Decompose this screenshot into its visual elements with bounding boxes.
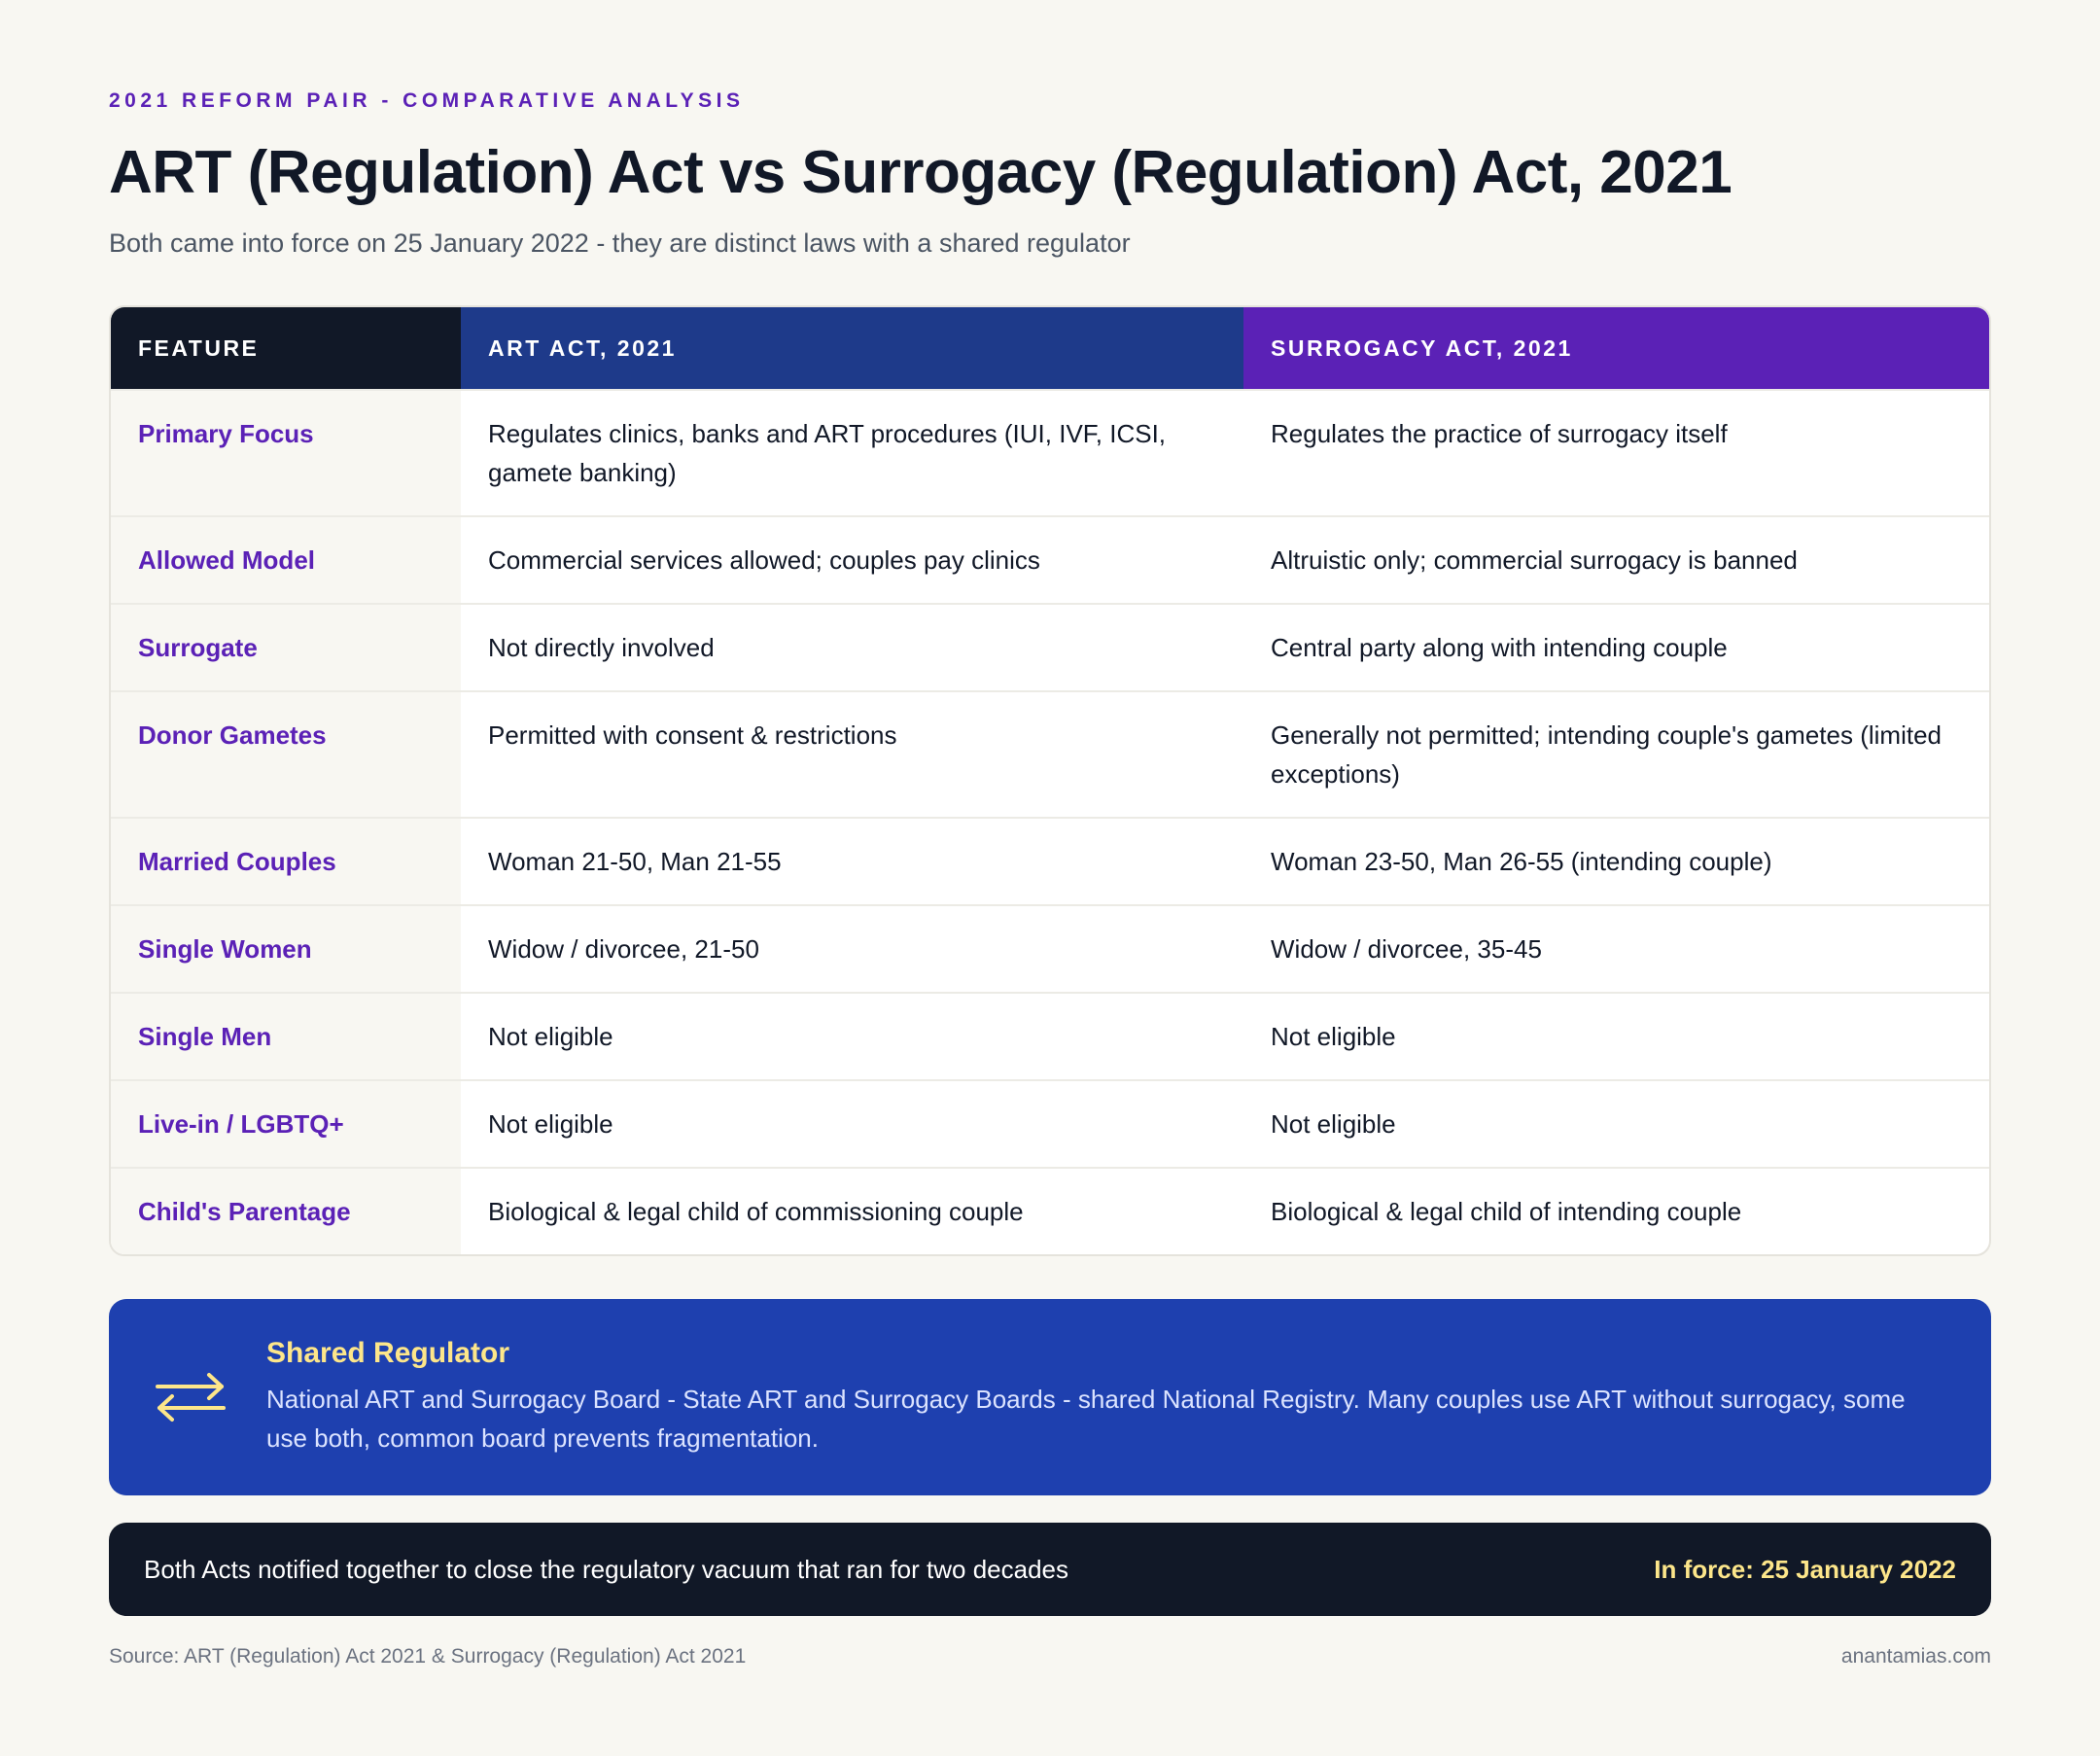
art-act-cell: Not eligible	[488, 1109, 613, 1139]
footer	[109, 1645, 1991, 1668]
table-row	[111, 1167, 1989, 1254]
page-subtitle: Both came into force on 25 January 2022 - they are distinct laws with a shared regulator	[109, 228, 1131, 258]
art-act-cell: Not eligible	[488, 1022, 613, 1051]
table-row	[111, 992, 1989, 1079]
art-act-cell: Not directly involved	[488, 633, 715, 662]
table-row	[111, 1079, 1989, 1167]
surrogacy-act-cell: Biological & legal child of intending couple	[1271, 1197, 1742, 1226]
column-header-surrogacy-act: SURROGACY ACT, 2021	[1243, 307, 1989, 389]
surrogacy-act-cell: Central party along with intending couple	[1271, 633, 1728, 662]
callout-body: National ART and Surrogacy Board - State ART and Surrogacy Boards - shared National Registry. Many couples use ART without surrogacy, some use both, common board prevents fragmentation.	[266, 1385, 1906, 1453]
shared-regulator-callout	[109, 1299, 1991, 1495]
eyebrow-label: 2021 REFORM PAIR - COMPARATIVE ANALYSIS	[109, 89, 745, 112]
art-act-cell: Permitted with consent & restrictions	[488, 720, 897, 750]
site-credit: anantamias.com	[1840, 1645, 1991, 1668]
table-row	[111, 817, 1989, 904]
source-note: Source: ART (Regulation) Act 2021 & Surrogacy (Regulation) Act 2021	[109, 1645, 747, 1668]
surrogacy-act-cell: Not eligible	[1271, 1109, 1396, 1139]
surrogacy-act-cell: Generally not permitted; intending couple's gametes (limited exceptions)	[1271, 720, 1942, 789]
table-body	[111, 389, 1989, 1254]
swap-arrows-icon	[154, 1370, 228, 1424]
in-force-bar	[109, 1523, 1991, 1616]
art-act-cell: Biological & legal child of commissioning couple	[488, 1197, 1024, 1226]
table-row	[111, 690, 1989, 817]
art-act-cell: Regulates clinics, banks and ART procedures (IUI, IVF, ICSI, gamete banking)	[488, 419, 1167, 487]
surrogacy-act-cell: Widow / divorcee, 35-45	[1271, 934, 1542, 964]
surrogacy-act-cell: Woman 23-50, Man 26-55 (intending couple)	[1271, 847, 1772, 876]
bar-note: Both Acts notified together to close the regulatory vacuum that ran for two decades	[144, 1554, 1068, 1584]
feature-cell: Child's Parentage	[111, 1169, 461, 1254]
feature-cell: Primary Focus	[111, 391, 461, 515]
surrogacy-act-cell: Not eligible	[1271, 1022, 1396, 1051]
callout-text	[266, 1337, 1933, 1457]
table-row	[111, 389, 1989, 515]
feature-cell: Allowed Model	[111, 517, 461, 603]
art-act-cell: Woman 21-50, Man 21-55	[488, 847, 782, 876]
art-act-cell: Widow / divorcee, 21-50	[488, 934, 759, 964]
feature-cell: Donor Gametes	[111, 692, 461, 817]
surrogacy-act-cell: Altruistic only; commercial surrogacy is banned	[1271, 545, 1798, 575]
column-header-art-act: ART ACT, 2021	[461, 307, 1243, 389]
table-row	[111, 904, 1989, 992]
callout-title: Shared Regulator	[266, 1337, 510, 1369]
feature-cell: Married Couples	[111, 819, 461, 904]
feature-cell: Surrogate	[111, 605, 461, 690]
feature-cell: Live-in / LGBTQ+	[111, 1081, 461, 1167]
art-act-cell: Commercial services allowed; couples pay clinics	[488, 545, 1040, 575]
page-title: ART (Regulation) Act vs Surrogacy (Regulation) Act, 2021	[109, 139, 1732, 206]
column-header-feature: FEATURE	[111, 307, 461, 389]
table-row	[111, 603, 1989, 690]
feature-cell: Single Women	[111, 906, 461, 992]
comparison-table	[109, 305, 1991, 1256]
surrogacy-act-cell: Regulates the practice of surrogacy itself	[1271, 419, 1728, 448]
in-force-date: In force: 25 January 2022	[1654, 1554, 1956, 1584]
table-header-row	[111, 307, 1989, 389]
table-row	[111, 515, 1989, 603]
feature-cell: Single Men	[111, 994, 461, 1079]
